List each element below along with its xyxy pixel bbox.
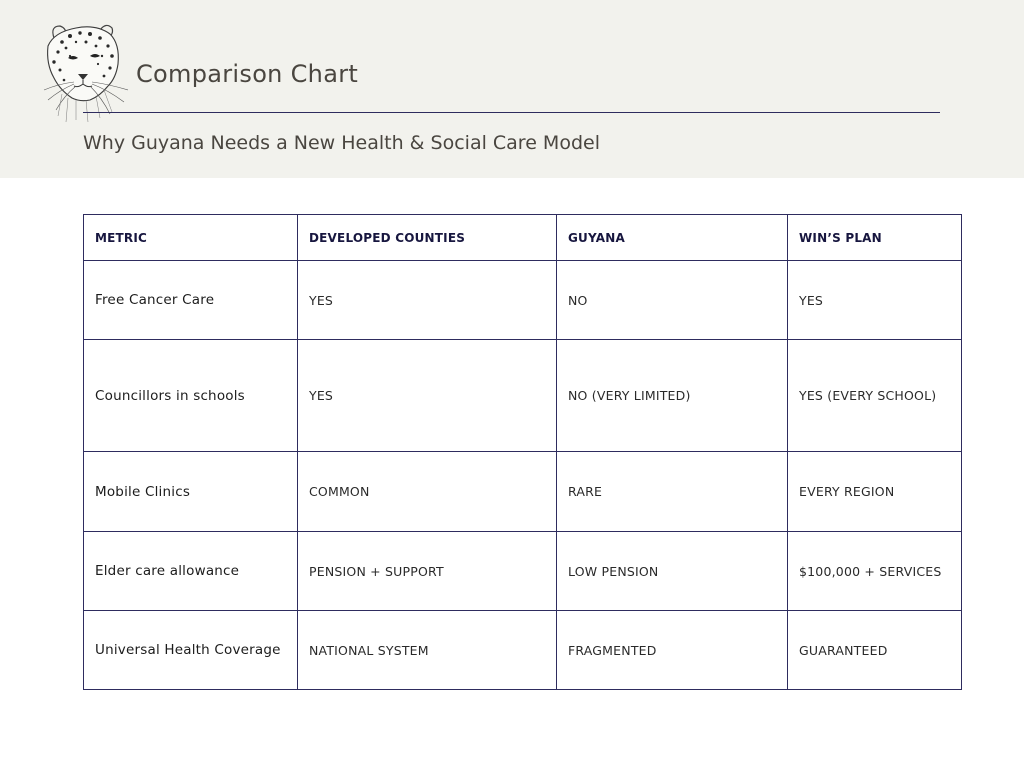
- title-divider: [83, 112, 940, 113]
- metric-cell: Mobile Clinics: [84, 452, 298, 532]
- plan-cell: YES: [788, 261, 962, 340]
- column-header-developed-countries: DEVELOPED COUNTIES: [298, 215, 557, 261]
- plan-cell: $100,000 + SERVICES: [788, 532, 962, 611]
- table-row: [84, 452, 962, 532]
- metric-cell: Elder care allowance: [84, 532, 298, 611]
- guyana-cell: RARE: [557, 452, 788, 532]
- guyana-cell: FRAGMENTED: [557, 611, 788, 690]
- column-header-wins-plan: WIN’S PLAN: [788, 215, 962, 261]
- header-banner: [0, 0, 1024, 178]
- plan-cell: GUARANTEED: [788, 611, 962, 690]
- guyana-cell: NO: [557, 261, 788, 340]
- column-header-metric: METRIC: [84, 215, 298, 261]
- developed-cell: YES: [298, 340, 557, 452]
- plan-cell: EVERY REGION: [788, 452, 962, 532]
- comparison-table: [83, 214, 962, 690]
- page-title: Comparison Chart: [136, 60, 359, 88]
- metric-cell: Universal Health Coverage: [84, 611, 298, 690]
- column-header-guyana: GUYANA: [557, 215, 788, 261]
- leopard-head-icon: [40, 20, 132, 124]
- metric-cell: Councillors in schools: [84, 340, 298, 452]
- developed-cell: PENSION + SUPPORT: [298, 532, 557, 611]
- developed-cell: COMMON: [298, 452, 557, 532]
- table-row: [84, 261, 962, 340]
- developed-cell: NATIONAL SYSTEM: [298, 611, 557, 690]
- table-row: [84, 611, 962, 690]
- table-row: [84, 532, 962, 611]
- developed-cell: YES: [298, 261, 557, 340]
- guyana-cell: NO (VERY LIMITED): [557, 340, 788, 452]
- table-row: [84, 340, 962, 452]
- plan-cell: YES (EVERY SCHOOL): [788, 340, 962, 452]
- guyana-cell: LOW PENSION: [557, 532, 788, 611]
- table-header-row: [84, 215, 962, 261]
- metric-cell: Free Cancer Care: [84, 261, 298, 340]
- page-subtitle: Why Guyana Needs a New Health & Social Care Model: [83, 132, 600, 154]
